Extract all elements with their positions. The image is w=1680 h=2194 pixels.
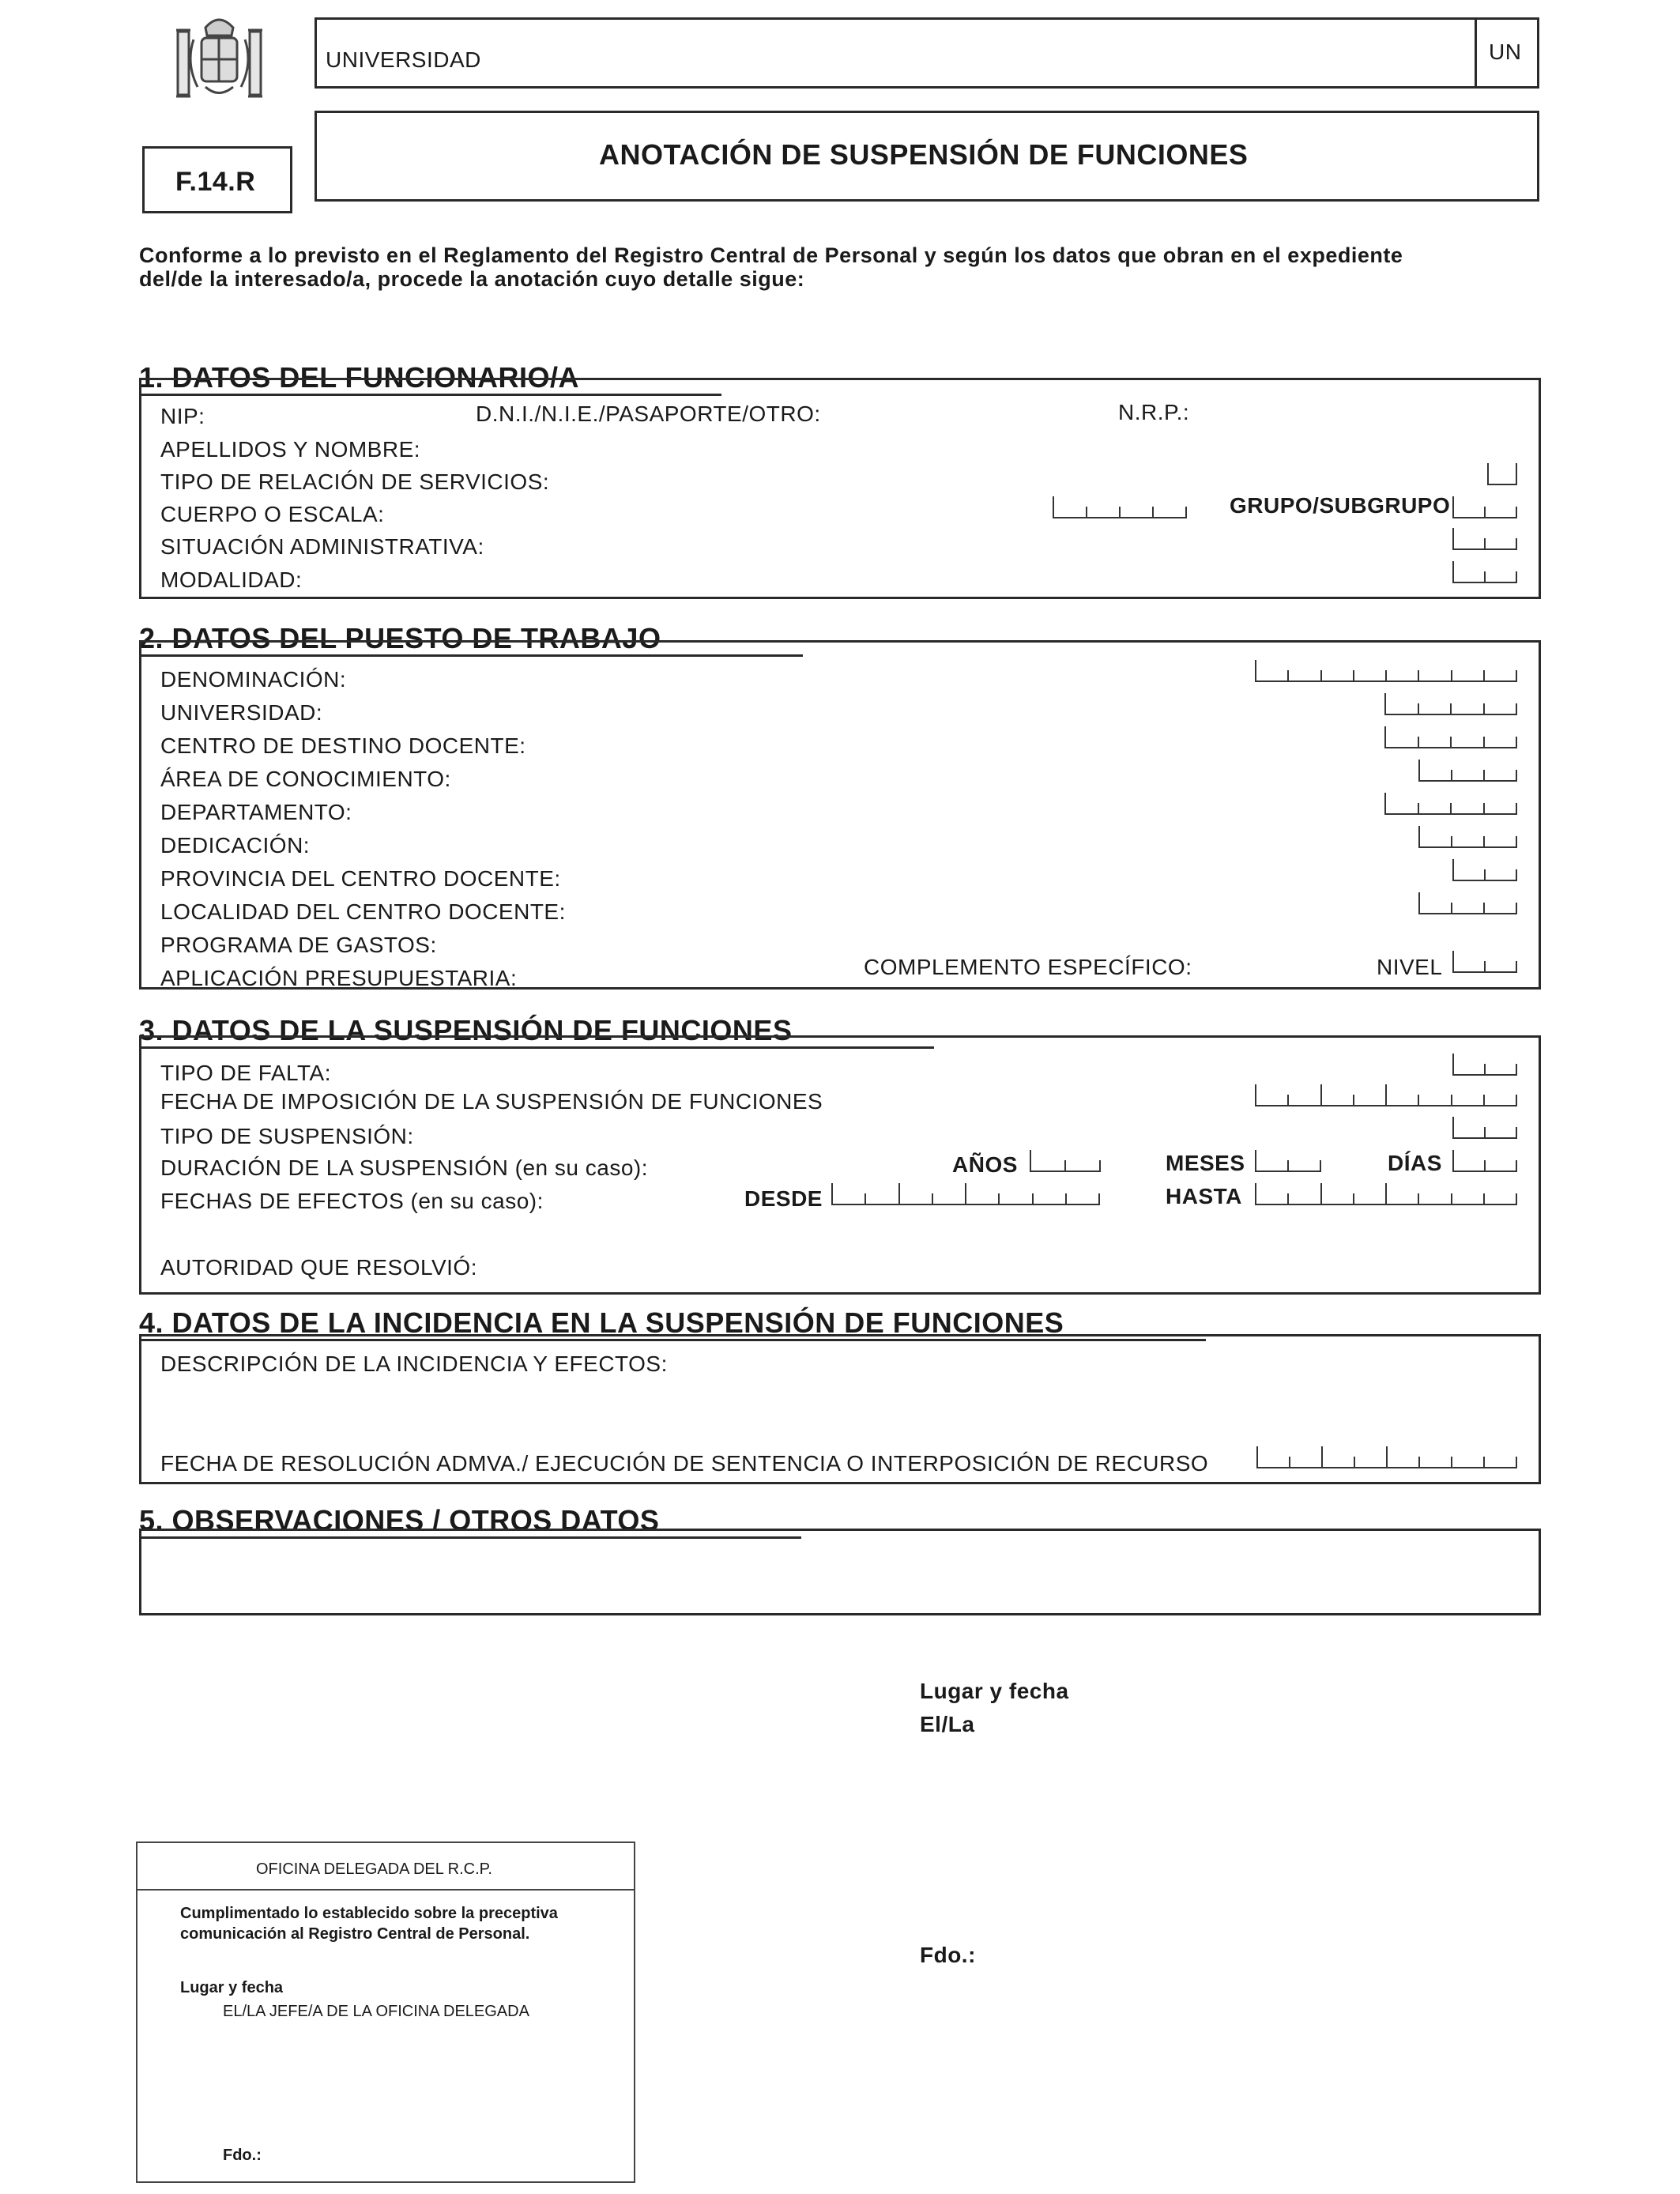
section-5-title: 5. OBSERVACIONES / OTROS DATOS (139, 1504, 660, 1536)
cuerpo-label: CUERPO O ESCALA: (160, 502, 385, 526)
fecha-imposicion-field[interactable] (1255, 1084, 1517, 1106)
modalidad-field[interactable] (1452, 561, 1517, 583)
university-label: UNIVERSIDAD (326, 47, 481, 72)
fecha-resolucion-label: FECHA DE RESOLUCIÓN ADMVA./ EJECUCIÓN DE SENTENCIA O INTERPOSICIÓN DE RECURSO (160, 1451, 1209, 1476)
descripcion-label: DESCRIPCIÓN DE LA INCIDENCIA Y EFECTOS: (160, 1351, 668, 1376)
meses-field[interactable] (1255, 1150, 1321, 1172)
autoridad-label: AUTORIDAD QUE RESOLVIÓ: (160, 1255, 477, 1280)
university-code: UN (1489, 40, 1522, 64)
fecha-imposicion-label: FECHA DE IMPOSICIÓN DE LA SUSPENSIÓN DE FUNCIONES (160, 1089, 823, 1114)
dni-label: D.N.I./N.I.E./PASAPORTE/OTRO: (476, 401, 821, 426)
cuerpo-field[interactable] (1053, 496, 1187, 518)
section-4-title: 4. DATOS DE LA INCIDENCIA EN LA SUSPENSIÓN DE FUNCIONES (139, 1306, 1064, 1339)
university-header-box (315, 17, 1539, 89)
section-1-title: 1. DATOS DEL FUNCIONARIO/A (139, 361, 580, 394)
nrp-label: N.R.P.: (1118, 400, 1190, 424)
tipo-falta-field[interactable] (1452, 1054, 1517, 1076)
provincia-label: PROVINCIA DEL CENTRO DOCENTE: (160, 866, 561, 891)
signature-lugar-fecha: Lugar y fecha (920, 1679, 1069, 1703)
office-jefe: EL/LA JEFE/A DE LA OFICINA DELEGADA (223, 2003, 529, 2020)
section-title-underline (139, 394, 721, 396)
desde-field[interactable] (831, 1183, 1100, 1205)
universidad-label: UNIVERSIDAD: (160, 700, 323, 725)
office-text-1: Cumplimentado lo establecido sobre la preceptiva (180, 1905, 558, 1922)
denominacion-field[interactable] (1255, 660, 1517, 682)
centro-label: CENTRO DE DESTINO DOCENTE: (160, 733, 526, 758)
form-id: F.14.R (175, 167, 256, 197)
tipo-relacion-label: TIPO DE RELACIÓN DE SERVICIOS: (160, 469, 550, 494)
signature-fdo: Fdo.: (920, 1943, 976, 1967)
provincia-field[interactable] (1452, 859, 1517, 881)
section-title-underline (139, 1339, 1206, 1341)
duracion-label: DURACIÓN DE LA SUSPENSIÓN (en su caso): (160, 1155, 649, 1180)
fechas-efectos-label: FECHAS DE EFECTOS (en su caso): (160, 1189, 544, 1213)
hasta-label: HASTA (1166, 1184, 1242, 1208)
area-label: ÁREA DE CONOCIMIENTO: (160, 767, 451, 791)
localidad-field[interactable] (1418, 892, 1517, 914)
office-lugar: Lugar y fecha (180, 1979, 284, 1996)
localidad-label: LOCALIDAD DEL CENTRO DOCENTE: (160, 899, 566, 924)
apellidos-label: APELLIDOS Y NOMBRE: (160, 437, 421, 462)
intro-line-1: Conforme a lo previsto en el Reglamento del Registro Central de Personal y según los datos que obran en el expediente (139, 243, 1403, 267)
tipo-relacion-field[interactable] (1487, 463, 1517, 485)
office-text-2: comunicación al Registro Central de Personal. (180, 1925, 530, 1943)
grupo-label: GRUPO/SUBGRUPO (1230, 493, 1451, 518)
tipo-falta-label: TIPO DE FALTA: (160, 1061, 332, 1085)
situacion-label: SITUACIÓN ADMINISTRATIVA: (160, 534, 484, 559)
area-field[interactable] (1418, 760, 1517, 782)
section-3-title: 3. DATOS DE LA SUSPENSIÓN DE FUNCIONES (139, 1014, 793, 1046)
centro-field[interactable] (1384, 726, 1517, 748)
dias-label: DÍAS (1388, 1151, 1442, 1175)
office-fdo: Fdo.: (223, 2147, 262, 2164)
tipo-suspension-label: TIPO DE SUSPENSIÓN: (160, 1124, 414, 1148)
universidad-field[interactable] (1384, 693, 1517, 715)
grupo-field[interactable] (1452, 496, 1517, 518)
section-2-title: 2. DATOS DEL PUESTO DE TRABAJO (139, 622, 661, 654)
aplicacion-label: APLICACIÓN PRESUPUESTARIA: (160, 966, 518, 990)
tipo-suspension-field[interactable] (1452, 1117, 1517, 1139)
page-title: ANOTACIÓN DE SUSPENSIÓN DE FUNCIONES (599, 138, 1249, 171)
nivel-field[interactable] (1452, 951, 1517, 973)
nip-label: NIP: (160, 404, 205, 428)
office-header-divider (136, 1889, 635, 1891)
signature-el-la: El/La (920, 1712, 975, 1736)
complemento-label: COMPLEMENTO ESPECÍFICO: (864, 955, 1192, 979)
departamento-field[interactable] (1384, 793, 1517, 815)
intro-line-2: del/de la interesado/a, procede la anotación cuyo detalle sigue: (139, 267, 805, 291)
meses-label: MESES (1166, 1151, 1245, 1175)
modalidad-label: MODALIDAD: (160, 567, 303, 592)
anos-field[interactable] (1030, 1150, 1101, 1172)
dedicacion-field[interactable] (1418, 826, 1517, 848)
anos-label: AÑOS (952, 1152, 1018, 1177)
dedicacion-label: DEDICACIÓN: (160, 833, 311, 858)
section-title-underline (139, 1536, 801, 1539)
situacion-field[interactable] (1452, 528, 1517, 550)
departamento-label: DEPARTAMENTO: (160, 800, 352, 824)
hasta-field[interactable] (1255, 1183, 1517, 1205)
university-code-box (1475, 17, 1477, 89)
section-title-underline (139, 654, 803, 657)
denominacion-label: DENOMINACIÓN: (160, 667, 347, 692)
dias-field[interactable] (1452, 1150, 1517, 1172)
office-title: OFICINA DELEGADA DEL R.C.P. (256, 1860, 492, 1878)
fecha-resolucion-field[interactable] (1256, 1446, 1517, 1468)
nivel-label: NIVEL (1377, 955, 1443, 979)
section-title-underline (139, 1046, 934, 1049)
section-5-box[interactable] (139, 1529, 1541, 1615)
programa-label: PROGRAMA DE GASTOS: (160, 933, 437, 957)
coat-of-arms-logo (170, 8, 269, 111)
desde-label: DESDE (744, 1186, 823, 1211)
